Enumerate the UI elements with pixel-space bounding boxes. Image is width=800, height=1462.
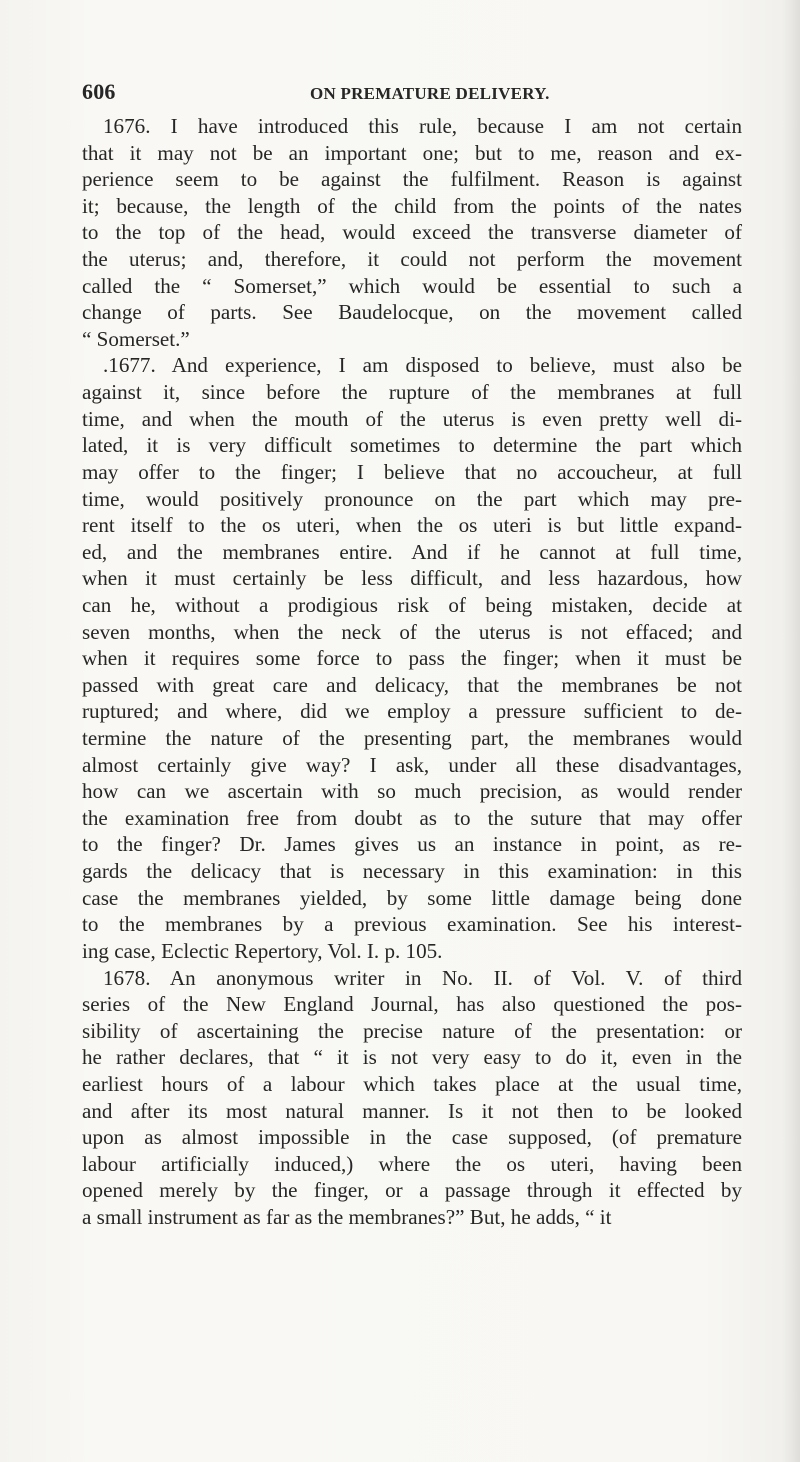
text-line: perience seem to be against the fulfilment. Reason is against (82, 167, 742, 192)
body-text (82, 113, 742, 1453)
text-line: how can we ascertain with so much precision, as would render (82, 779, 742, 804)
text-line: sibility of ascertaining the precise nature of the presentation: or (82, 1018, 742, 1043)
text-line: when it requires some force to pass the finger; when it must be (82, 646, 742, 671)
text-line: ing case, Eclectic Repertory, Vol. I. p. 105. (82, 938, 443, 963)
text-line: and after its most natural manner. Is it not then to be looked (82, 1098, 742, 1123)
text-line: earliest hours of a labour which takes place at the usual time, (82, 1071, 742, 1096)
text-line: to the membranes by a previous examination. See his interest- (82, 912, 742, 937)
text-line: seven months, when the neck of the uterus is not effaced; and (82, 619, 742, 644)
text-line: “ Somerset.” (82, 326, 190, 351)
page-edge-shadow (782, 0, 800, 1462)
running-head (82, 78, 742, 112)
text-line: when it must certainly be less difficult, and less hazardous, how (82, 566, 742, 591)
text-line: 1678. An anonymous writer in No. II. of Vol. V. of third (103, 965, 742, 990)
text-line: ruptured; and where, did we employ a pressure sufficient to de- (82, 699, 742, 724)
text-line: time, and when the mouth of the uterus is even pretty well di- (82, 406, 742, 431)
text-line: termine the nature of the presenting part, the membranes would (82, 726, 742, 751)
text-line: lated, it is very difficult sometimes to determine the part which (82, 433, 742, 458)
text-line: 1676. I have introduced this rule, because I am not certain (103, 114, 742, 138)
text-line: he rather declares, that “ it is not very easy to do it, even in the (82, 1045, 742, 1070)
text-line: labour artificially induced,) where the os uteri, having been (82, 1151, 742, 1176)
text-line: upon as almost impossible in the case supposed, (of premature (82, 1125, 742, 1150)
text-line: case the membranes yielded, by some little damage being done (82, 885, 742, 910)
text-line: rent itself to the os uteri, when the os uteri is but little expand- (82, 513, 742, 538)
text-line: against it, since before the rupture of the membranes at full (82, 380, 742, 405)
page-number: 606 (82, 79, 116, 104)
text-line: it; because, the length of the child from the points of the nates (82, 193, 742, 218)
text-line: series of the New England Journal, has also questioned the pos- (82, 992, 742, 1017)
text-line: gards the delicacy that is necessary in this examination: in this (82, 859, 742, 884)
text-line: change of parts. See Baudelocque, on the movement called (82, 300, 742, 325)
text-line: that it may not be an important one; but to me, reason and ex- (82, 140, 742, 165)
text-line: may offer to the finger; I believe that no accoucheur, at full (82, 459, 742, 484)
text-line: the uterus; and, therefore, it could not perform the movement (82, 247, 742, 272)
text-line: to the finger? Dr. James gives us an instance in point, as re- (82, 832, 742, 857)
text-line: to the top of the head, would exceed the transverse diameter of (82, 220, 742, 245)
text-line: almost certainly give way? I ask, under all these disadvantages, (82, 752, 742, 777)
text-line: the examination free from doubt as to the suture that may offer (82, 805, 742, 830)
text-line: passed with great care and delicacy, that the membranes be not (82, 672, 742, 697)
text-line: a small instrument as far as the membranes?” But, he adds, “ it (82, 1204, 612, 1229)
text-line: .1677. And experience, I am disposed to believe, must also be (103, 353, 742, 378)
text-line: ed, and the membranes entire. And if he cannot at full time, (82, 539, 742, 564)
text-line: can he, without a prodigious risk of being mistaken, decide at (82, 592, 742, 617)
text-line: called the “ Somerset,” which would be essential to such a (82, 273, 742, 298)
text-line: time, would positively pronounce on the part which may pre- (82, 486, 742, 511)
text-line: opened merely by the finger, or a passage through it effected by (82, 1178, 742, 1203)
running-title: ON PREMATURE DELIVERY. (310, 84, 550, 103)
